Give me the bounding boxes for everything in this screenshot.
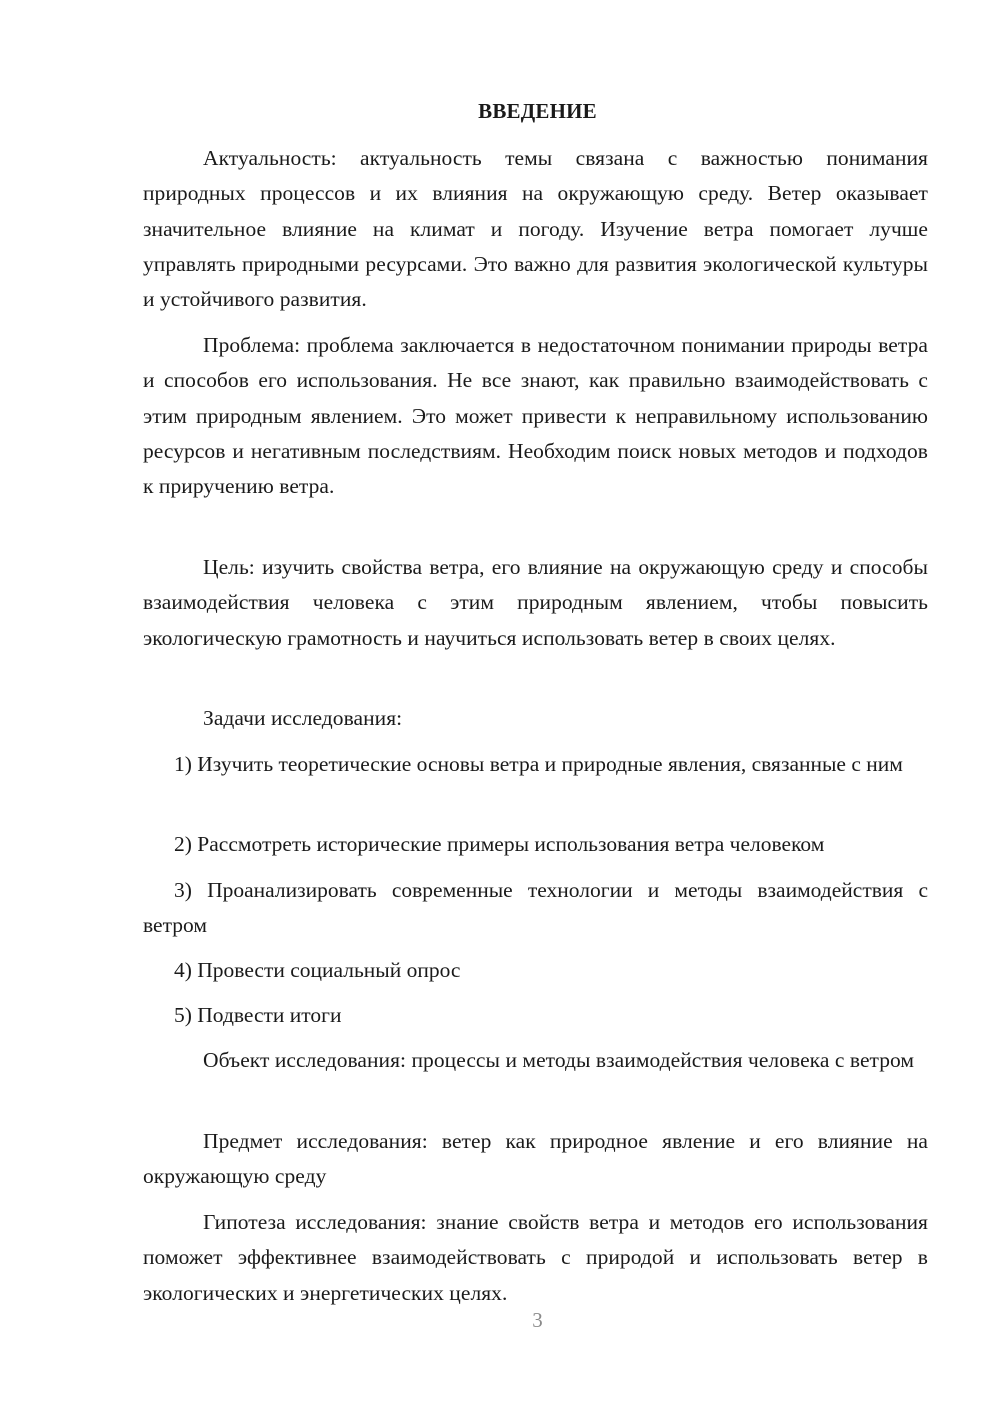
paragraph-problem: Проблема: проблема заключается в недостаточном понимании природы ветра и способов его использования. Не все знают, как правильно взаимодействовать с этим природным явлением. Это может привести к неправильному использованию ресурсов и негативным последствиям. Необходим поиск новых методов и подходов к приручению ветра. — [143, 333, 928, 499]
task-item-3: 3) Проанализировать современные технологии и методы взаимодействия с ветром — [143, 878, 928, 938]
task-item-2: 2) Рассмотреть исторические примеры использования ветра человеком — [174, 832, 825, 856]
paragraph-object: Объект исследования: процессы и методы взаимодействия человека с ветром — [203, 1048, 915, 1072]
section-heading: ВВЕДЕНИЕ — [478, 99, 597, 123]
paragraph-subject: Предмет исследования: ветер как природное явление и его влияние на окружающую среду — [143, 1129, 928, 1189]
tasks-heading: Задачи исследования: — [203, 706, 403, 730]
page-number: 3 — [532, 1308, 543, 1332]
task-item-1: 1) Изучить теоретические основы ветра и природные явления, связанные с ним — [174, 752, 903, 776]
paragraph-relevance: Актуальность: актуальность темы связана с важностью понимания природных процессов и их влияния на окружающую среду. Ветер оказывает значительное влияние на климат и погоду. Изучение ветра помогает лучше управлять природными ресурсами. Это важно для развития экологической культуры и устойчивого развития. — [143, 146, 928, 312]
task-item-4: 4) Провести социальный опрос — [174, 958, 461, 982]
paragraph-goal: Цель: изучить свойства ветра, его влияние на окружающую среду и способы взаимодействия человека с этим природным явлением, чтобы повысить экологическую грамотность и научиться использовать ветер в своих целях. — [143, 555, 928, 650]
task-item-5: 5) Подвести итоги — [174, 1003, 342, 1027]
paragraph-hypothesis: Гипотеза исследования: знание свойств ветра и методов его использования поможет эффективнее взаимодействовать с природой и использовать ветер в экологических и энергетических целях. — [143, 1210, 928, 1305]
